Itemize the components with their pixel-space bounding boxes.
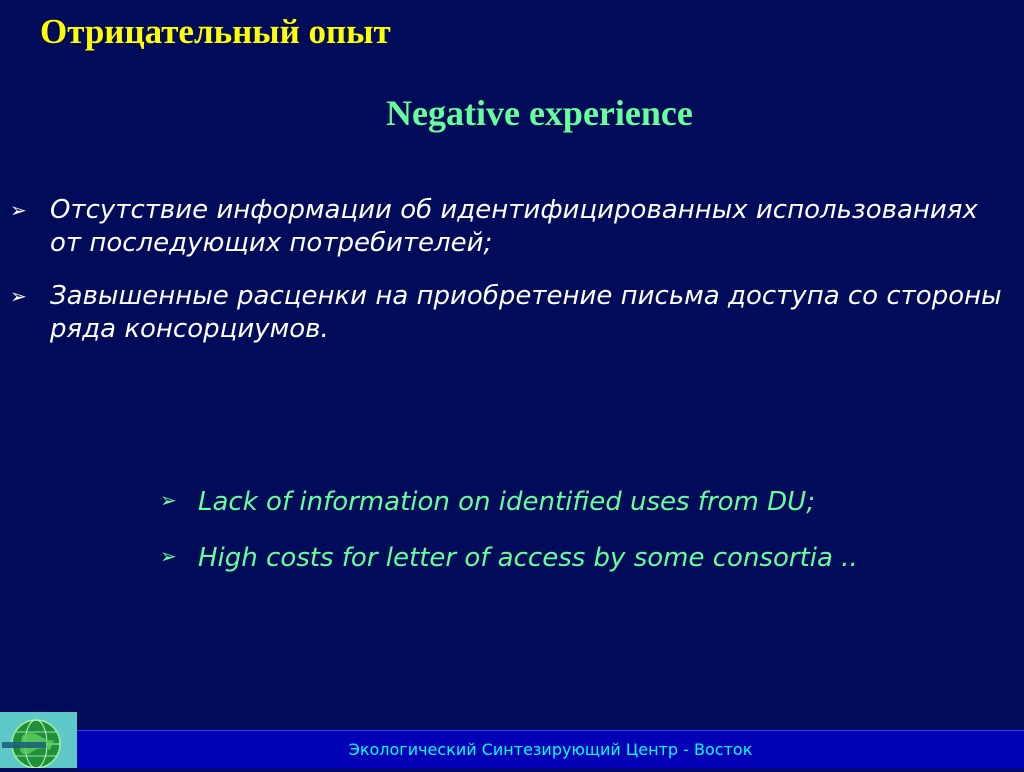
- list-item: [10, 280, 1010, 346]
- slide-title: Отрицательный опыт: [40, 12, 391, 51]
- arrow-bullet-icon: ➢: [160, 488, 177, 512]
- russian-bullet-list: [10, 194, 1010, 366]
- list-item: [160, 540, 1010, 576]
- english-bullet-list: [160, 484, 1010, 596]
- footer: [0, 712, 1024, 768]
- footer-text: Экологический Синтезирующий Центр - Восток: [348, 740, 753, 759]
- arrow-bullet-icon: ➢: [10, 284, 27, 308]
- footer-bar: [77, 730, 1024, 769]
- arrow-bullet-icon: ➢: [10, 198, 27, 222]
- green-globe-logo-icon: [0, 712, 77, 768]
- list-item-text: Lack of information on identified uses from DU;: [198, 487, 815, 517]
- slide-subtitle: Negative experience: [386, 93, 693, 133]
- list-item-text: High costs for letter of access by some consortia ..: [198, 543, 858, 573]
- list-item: [160, 484, 1010, 520]
- list-item-text: Отсутствие информации об идентифицированных использованиях от последующих потребителей;: [50, 195, 978, 258]
- list-item-text: Завышенные расценки на приобретение письма доступа со стороны ряда консорциумов.: [50, 281, 1002, 344]
- list-item: [10, 194, 1010, 260]
- arrow-bullet-icon: ➢: [160, 544, 177, 568]
